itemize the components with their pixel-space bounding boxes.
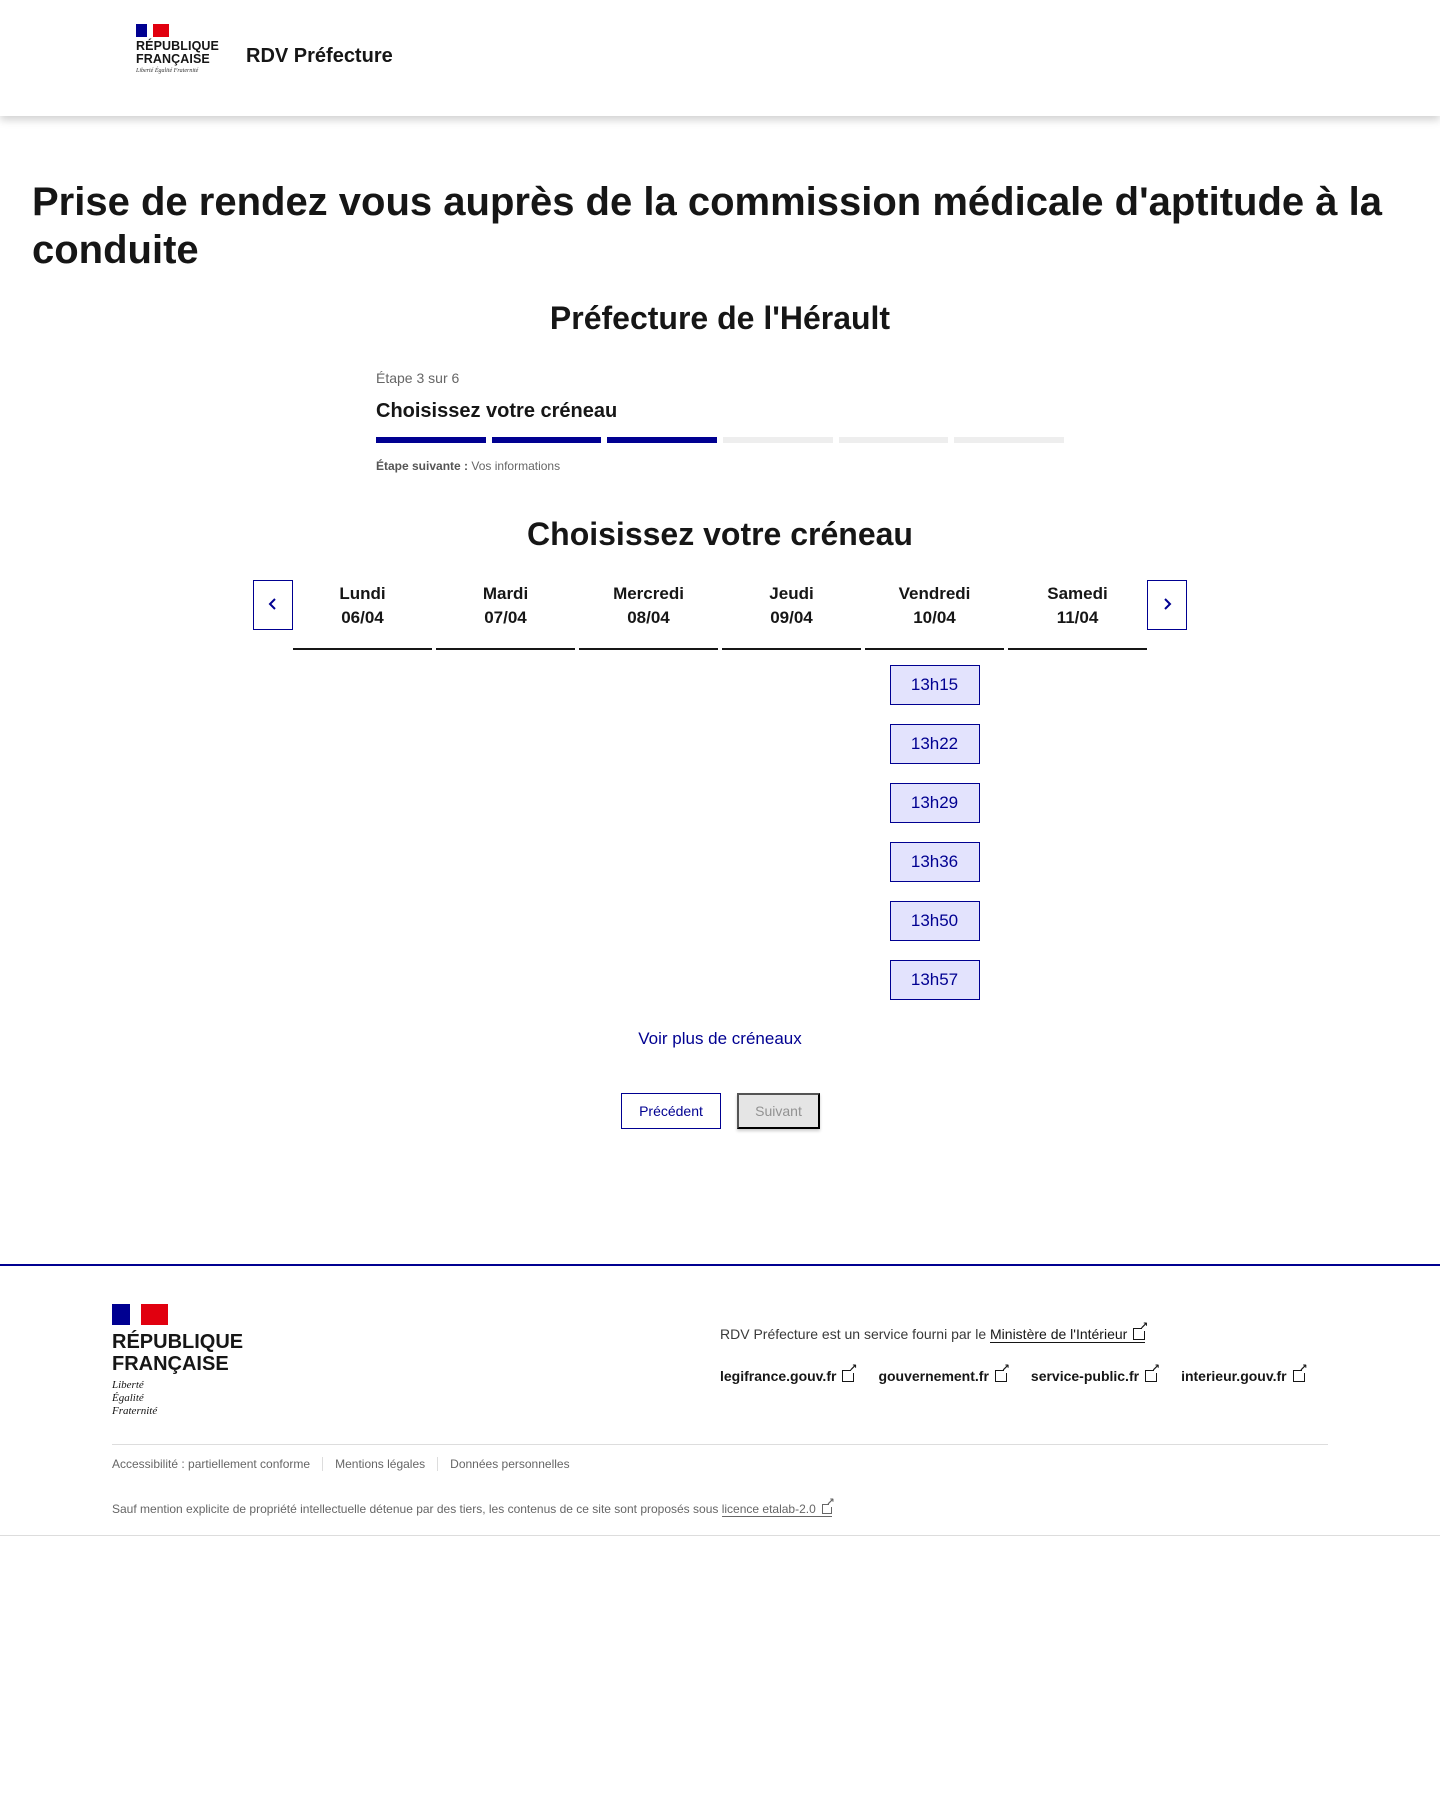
next-week-button[interactable]: [1147, 580, 1187, 630]
day-column: [865, 580, 1004, 1000]
step-bar-segment: [723, 437, 833, 443]
step-title: Choisissez votre créneau: [376, 400, 618, 422]
more-slots-link[interactable]: Voir plus de créneaux: [638, 1029, 802, 1048]
day-header: [579, 580, 718, 650]
day-name: Jeudi: [769, 584, 814, 603]
step-bar-segment: [492, 437, 602, 443]
step-bar-segment: [839, 437, 949, 443]
time-slot-button[interactable]: 13h29: [890, 783, 980, 823]
footer-desc-text: RDV Préfecture est un service fourni par le: [720, 1326, 987, 1342]
day-date: 10/04: [913, 608, 956, 627]
footer-link[interactable]: gouvernement.fr↗: [878, 1368, 1006, 1384]
day-column: [436, 580, 575, 1000]
slot-list: [293, 650, 432, 665]
day-header: [436, 580, 575, 650]
page-title: Prise de rendez vous auprès de la commission médicale d'aptitude à la conduite: [32, 180, 1382, 272]
day-date: 09/04: [770, 608, 813, 627]
footer-link[interactable]: interieur.gouv.fr↗: [1181, 1368, 1305, 1384]
prefecture-title: Préfecture de l'Hérault: [549, 300, 891, 336]
external-link-icon: [1133, 1328, 1145, 1340]
footer-link[interactable]: legifrance.gouv.fr↗: [720, 1368, 854, 1384]
day-header: [722, 580, 861, 650]
day-name: Samedi: [1047, 584, 1108, 603]
day-date: 07/04: [484, 608, 527, 627]
slot-section-title: Choisissez votre créneau: [527, 516, 913, 552]
time-slot-button[interactable]: 13h57: [890, 960, 980, 1000]
ministere-link[interactable]: Ministère de l'Intérieur↗: [990, 1326, 1145, 1343]
step-bar-segment: [607, 437, 717, 443]
stepper: [376, 370, 1064, 473]
day-date: 11/04: [1056, 608, 1099, 627]
previous-button[interactable]: Précédent: [621, 1093, 721, 1129]
slot-list: [1008, 650, 1147, 665]
day-date: 08/04: [627, 608, 670, 627]
day-name: Vendredi: [898, 584, 971, 603]
external-link-icon: [995, 1370, 1007, 1382]
next-button[interactable]: Suivant: [737, 1093, 820, 1129]
day-column: [722, 580, 861, 1000]
footer-link[interactable]: service-public.fr↗: [1031, 1368, 1157, 1384]
day-header: [865, 580, 1004, 650]
time-slot-button[interactable]: 13h22: [890, 724, 980, 764]
footer-logo-motto: Liberté Égalité Fraternité: [112, 1379, 158, 1417]
footer-description: [720, 1326, 1145, 1342]
step-bar-segment: [954, 437, 1064, 443]
day-columns: [293, 580, 1147, 1000]
footer-bottom-links: [112, 1457, 582, 1471]
day-column: [293, 580, 432, 1000]
step-bar-segment: [376, 437, 486, 443]
day-name: Mercredi: [613, 584, 684, 603]
step-next-value: Vos informations: [471, 459, 561, 473]
step-progress-bar: [376, 437, 1064, 443]
day-name: Lundi: [339, 584, 386, 603]
chevron-left-icon: [266, 595, 280, 616]
footer-bottom-link[interactable]: Mentions légales: [322, 1457, 437, 1471]
licence-text: Sauf mention explicite de propriété intellectuelle détenue par des tiers, les contenus de ce site sont proposés sous: [112, 1502, 719, 1516]
page-bottom-divider: [0, 1535, 1440, 1536]
external-link-icon: [842, 1370, 854, 1382]
day-header: [293, 580, 432, 650]
time-slot-button[interactable]: 13h15: [890, 665, 980, 705]
service-title[interactable]: RDV Préfecture: [246, 45, 393, 67]
marianne-flag-icon: [136, 24, 169, 37]
external-link-icon: [1293, 1370, 1305, 1382]
step-next-label: Étape suivante :: [376, 459, 469, 473]
slot-list: [579, 650, 718, 665]
footer-licence: [112, 1502, 832, 1516]
footer-republique-logo[interactable]: [112, 1304, 243, 1418]
logo-title: RÉPUBLIQUE FRANÇAISE: [136, 39, 219, 66]
footer-bottom-link[interactable]: Accessibilité : partiellement conforme: [112, 1457, 311, 1471]
step-state: Étape 3 sur 6: [376, 370, 460, 386]
step-next-details: [376, 459, 1064, 473]
external-link-icon: [822, 1504, 832, 1514]
footer-bottom-link[interactable]: Données personnelles: [437, 1457, 581, 1471]
logo-motto: Liberté Égalité Fraternité: [136, 68, 199, 74]
marianne-flag-icon: [112, 1304, 168, 1325]
day-column: [579, 580, 718, 1000]
footer-divider: [112, 1444, 1328, 1445]
footer-links: [720, 1368, 1305, 1384]
day-name: Mardi: [482, 584, 529, 603]
footer-logo-title: RÉPUBLIQUE FRANÇAISE: [112, 1331, 244, 1375]
licence-link[interactable]: licence etalab-2.0↗: [722, 1502, 832, 1517]
site-header: [0, 0, 1440, 116]
day-column: [1008, 580, 1147, 1000]
republique-francaise-logo[interactable]: [136, 24, 218, 94]
day-header: [1008, 580, 1147, 650]
slot-list: [436, 650, 575, 665]
time-slot-button[interactable]: 13h50: [890, 901, 980, 941]
slot-list: [865, 650, 1004, 1000]
previous-week-button[interactable]: [253, 580, 293, 630]
site-footer: [0, 1264, 1440, 1536]
chevron-right-icon: [1160, 595, 1174, 616]
slot-list: [722, 650, 861, 665]
external-link-icon: [1145, 1370, 1157, 1382]
time-slot-button[interactable]: 13h36: [890, 842, 980, 882]
day-date: 06/04: [341, 608, 384, 627]
